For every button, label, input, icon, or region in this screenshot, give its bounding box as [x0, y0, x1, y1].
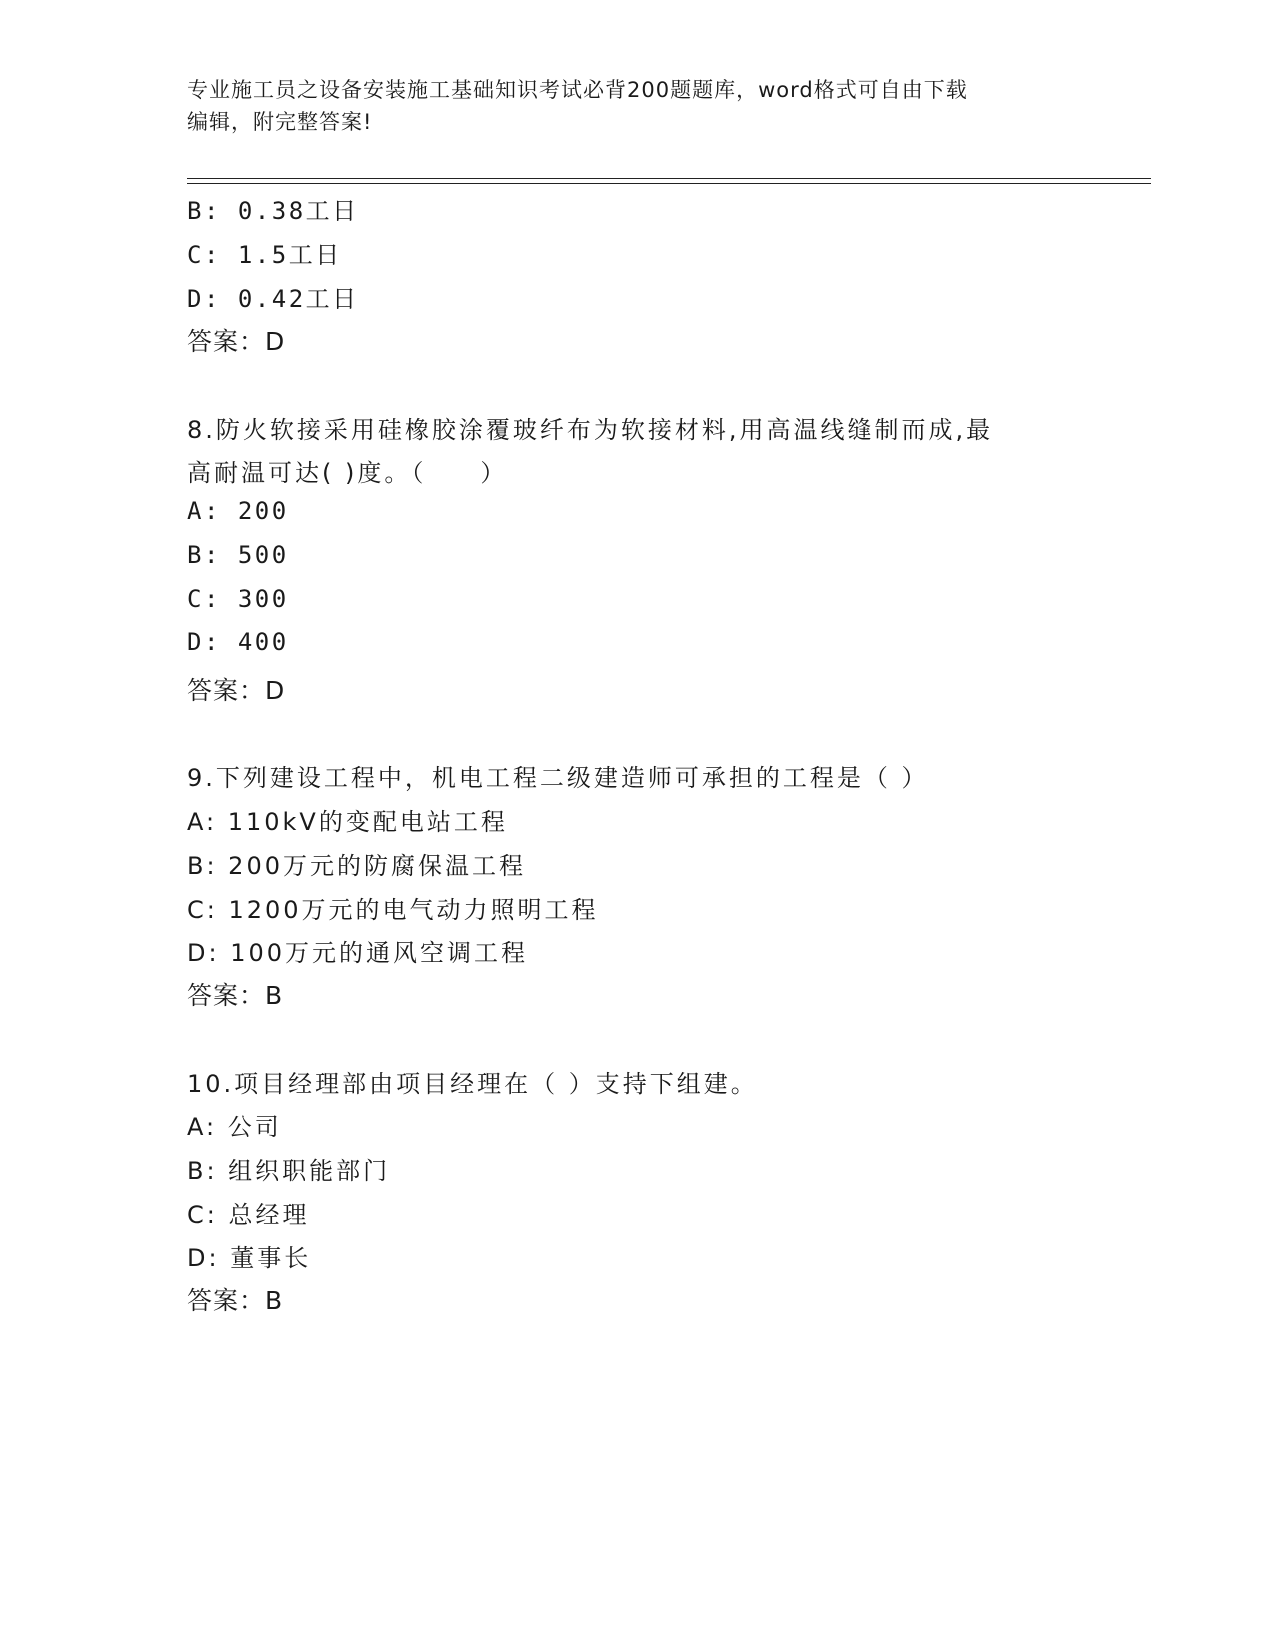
q8-question-line-2: 高耐温可达( )度。（ ） [187, 459, 508, 487]
q9-option-b: B: 200万元的防腐保温工程 [187, 852, 526, 880]
q9-option-d: D: 100万元的通风空调工程 [187, 939, 529, 967]
q7-option-c: C: 1.5工日 [187, 241, 342, 269]
q9-option-c: C: 1200万元的电气动力照明工程 [187, 896, 599, 924]
q7-option-d: D: 0.42工日 [187, 285, 359, 313]
q8-option-a: A: 200 [187, 497, 289, 525]
q9-answer: 答案：B [187, 981, 284, 1010]
q8-option-c: C: 300 [187, 585, 289, 613]
header-divider-top [187, 178, 1151, 179]
q8-answer: 答案：D [187, 676, 286, 705]
header-title-line-1: 专业施工员之设备安装施工基础知识考试必背200题题库，word格式可自由下载 [187, 78, 968, 102]
q10-option-b: B: 组织职能部门 [187, 1157, 391, 1185]
q8-question-line-1: 8.防火软接采用硅橡胶涂覆玻纤布为软接材料,用高温线缝制而成,最 [187, 416, 994, 444]
q7-answer: 答案：D [187, 327, 286, 356]
q10-option-c: C: 总经理 [187, 1201, 310, 1229]
q7-option-b: B: 0.38工日 [187, 197, 359, 225]
header-title-line-2: 编辑，附完整答案! [187, 110, 373, 134]
q10-option-d: D: 董事长 [187, 1244, 312, 1272]
q8-option-b: B: 500 [187, 541, 289, 569]
q10-option-a: A: 公司 [187, 1113, 282, 1141]
q10-question-line-1: 10.项目经理部由项目经理在（ ）支持下组建。 [187, 1070, 758, 1098]
q9-option-a: A: 110kV的变配电站工程 [187, 808, 508, 836]
q8-option-d: D: 400 [187, 628, 289, 656]
header-divider-bottom [187, 183, 1151, 184]
q9-question-line-1: 9.下列建设工程中，机电工程二级建造师可承担的工程是（ ） [187, 764, 929, 792]
q10-answer: 答案：B [187, 1286, 284, 1315]
document-header [187, 74, 1067, 138]
